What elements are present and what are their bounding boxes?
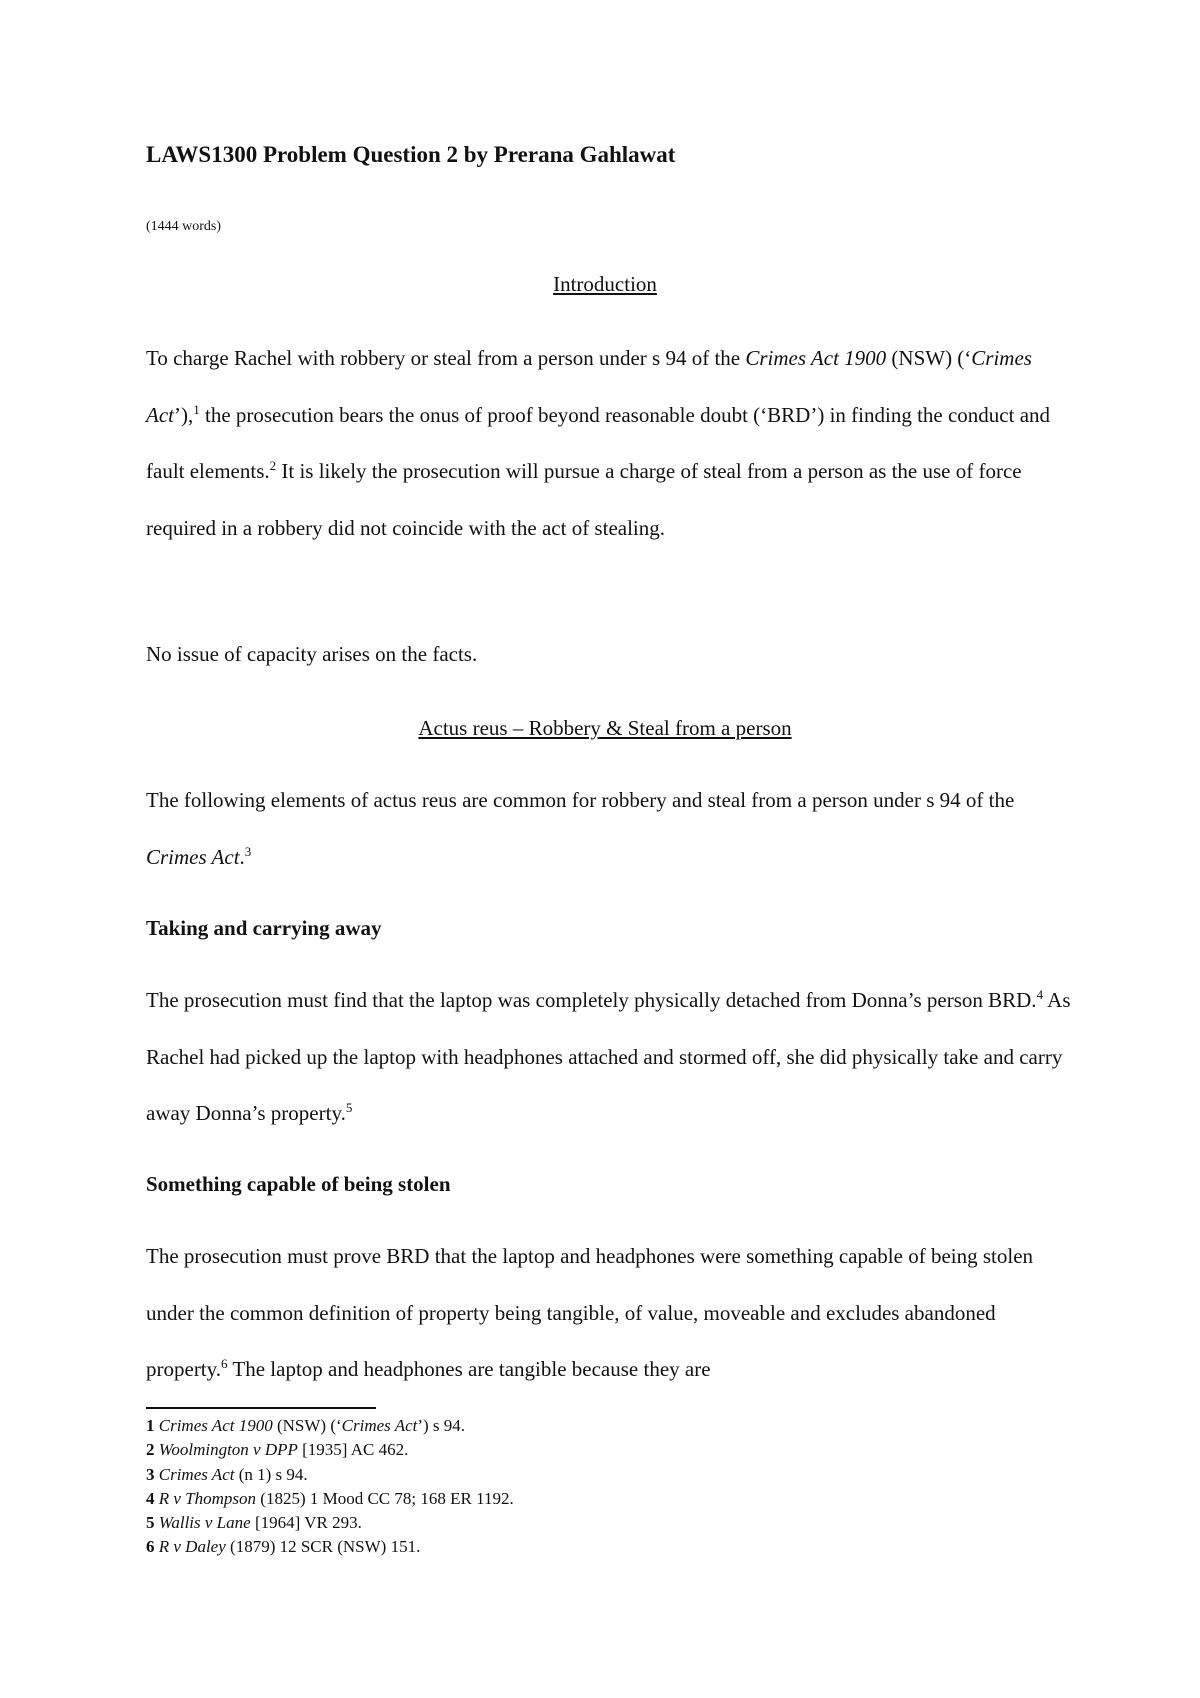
footnotes bbox=[146, 1414, 514, 1560]
capable-heading: Something capable of being stolen bbox=[146, 1172, 451, 1196]
footnote-ref-6: 6 bbox=[221, 1356, 228, 1371]
footnote-3: 3 Crimes Act (n 1) s 94. bbox=[146, 1464, 308, 1484]
footnote-2: 2 Woolmington v DPP [1935] AC 462. bbox=[146, 1440, 409, 1460]
capable-paragraph: The prosecution must prove BRD that the laptop and headphones were something capable of being stolen under the common definition of property being tangible, of value, moveable and excludes abandoned property.$^6$ The laptop and headphones are tangible because they are bbox=[146, 1244, 1034, 1381]
document-title: LAWS1300 Problem Question 2 by Prerana Gahlawat bbox=[146, 142, 676, 167]
introduction-paragraph-1: To charge Rachel with robbery or steal from a person under s 94 of the Crimes Act 1900 (NSW) (‘Crimes Act’),$^1$ the prosecution bears the onus of proof beyond reasonable doubt (‘BRD’) in finding the conduct and fault elements.$^2$ It is likely the prosecution will pursue a charge of steal from a person as the use of force required in a robbery did not coincide with the act of stealing. bbox=[146, 346, 1051, 540]
footnote-ref-3: 3 bbox=[244, 843, 252, 859]
taking-heading: Taking and carrying away bbox=[146, 916, 382, 940]
footnote-ref-1: 1 bbox=[193, 401, 200, 417]
introduction-heading: Introduction bbox=[553, 272, 657, 296]
footnote-6: 6 R v Daley (1879) 12 SCR (NSW) 151. bbox=[146, 1537, 421, 1557]
actus-reus-paragraph: The following elements of actus reus are common for robbery and steal from a person under s 94 of the Crimes Act.$^3$ bbox=[146, 788, 1015, 869]
footnote-5: 5 Wallis v Lane [1964] VR 293. bbox=[146, 1513, 362, 1533]
actus-reus-heading: Actus reus – Robbery & Steal from a person bbox=[418, 716, 792, 740]
footnote-1: 1 Crimes Act 1900 (NSW) (‘Crimes Act’) s 94. bbox=[146, 1416, 466, 1435]
word-count: (1444 words) bbox=[146, 219, 222, 234]
footnote-ref-5: 5 bbox=[345, 1100, 353, 1115]
footnote-4: 4 R v Thompson (1825) 1 Mood CC 78; 168 ER 1192. bbox=[146, 1488, 514, 1508]
introduction-paragraph-2: No issue of capacity arises on the facts. bbox=[146, 642, 478, 666]
footnote-separator bbox=[146, 1407, 376, 1409]
footnote-ref-2: 2 bbox=[269, 458, 277, 473]
taking-paragraph: The prosecution must find that the laptop was completely physically detached from Donna’s person BRD.$^4$ As Rachel had picked up the laptop with headphones attached and stormed off, she did physically take and carry away Donna’s property.$^5$ bbox=[146, 987, 1071, 1125]
footnote-ref-4: 4 bbox=[1036, 987, 1044, 1002]
